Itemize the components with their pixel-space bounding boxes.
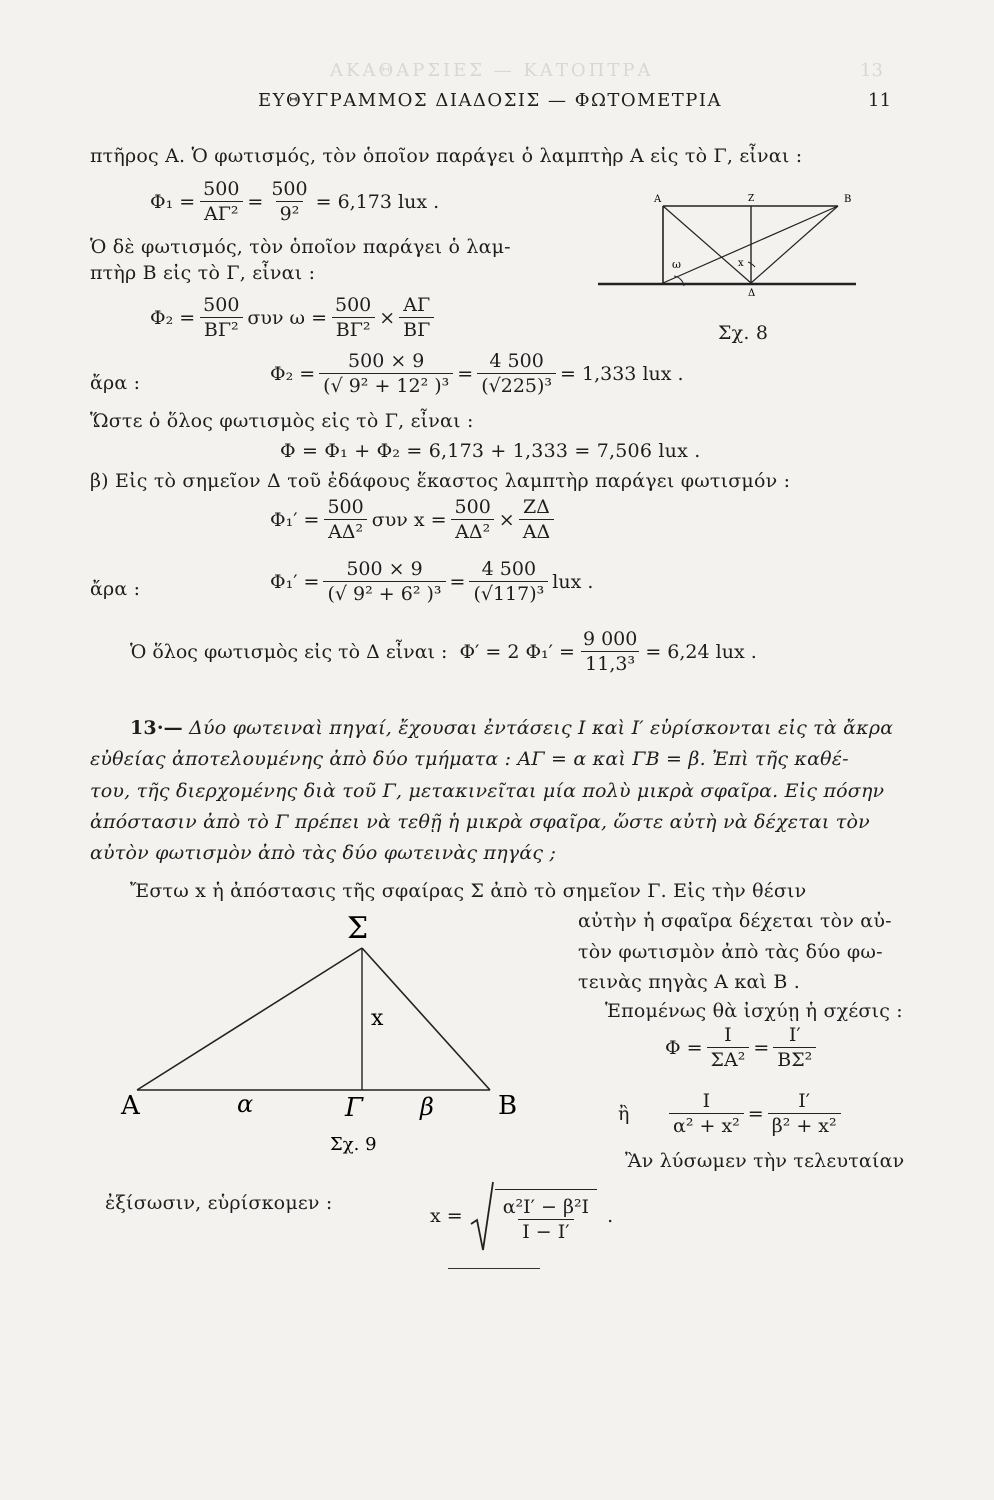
- problem-13-line5: αὐτὸν φωτισμὸν ἀπὸ τὰς δύο φωτεινὰς πηγάς ;: [90, 842, 557, 864]
- equation-phi1: [150, 178, 439, 225]
- numerator: 500: [327, 496, 364, 518]
- numerator: Ι: [702, 1090, 711, 1112]
- denominator: ΣΑ²: [707, 1047, 750, 1071]
- point-label-delta: Δ: [748, 288, 756, 299]
- equation-total-delta: [130, 628, 757, 675]
- fraction: [773, 1024, 816, 1071]
- denominator: ΒΣ²: [773, 1047, 816, 1071]
- segment-label-x: x: [371, 1006, 384, 1031]
- denominator: α² + x²: [669, 1113, 744, 1137]
- fraction: [323, 558, 445, 605]
- fraction: [768, 1090, 841, 1137]
- text-line: τὸν φωτισμὸν ἀπὸ τὰς δύο φω-: [578, 941, 883, 963]
- eq-lhs: Φ₂ =: [270, 362, 316, 385]
- text-line: Ἂν λύσωμεν τὴν τελευταίαν: [625, 1150, 905, 1172]
- radical-sign: [469, 1180, 495, 1252]
- denominator: ΒΓ: [399, 317, 434, 341]
- fraction: [469, 558, 548, 605]
- ghost-header-text: ΑΚΑΘΑΡΣΙΕΣ — ΚΑΤΟΠΤΡΑ: [330, 60, 654, 81]
- point-label-a: A: [121, 1091, 140, 1121]
- equation-balance: [665, 1090, 845, 1137]
- text-line: Ὁ δὲ φωτισμός, τὸν ὁποῖον παράγει ὁ λαμ-: [90, 236, 511, 258]
- equals: =: [247, 190, 264, 213]
- text-line: πτῆρος Α. Ὁ φωτισμός, τὸν ὁποῖον παράγει ὁ λαμπτὴρ Α εἰς τὸ Γ, εἶναι :: [90, 145, 803, 167]
- denominator: (√225)³: [477, 373, 556, 397]
- equation-phi1-prime: [270, 496, 558, 543]
- eta-connector: ἢ: [618, 1103, 630, 1125]
- ara-label: ἄρα :: [90, 372, 141, 394]
- numerator: 500: [203, 178, 240, 200]
- equation-phi2-result: [270, 350, 684, 397]
- fraction: [267, 178, 311, 225]
- numerator: 500: [203, 294, 240, 316]
- numerator: Ι: [724, 1024, 732, 1046]
- point-label-a: A: [654, 194, 662, 205]
- text-line: Ἑπομένως θὰ ἰσχύῃ ἡ σχέσις :: [605, 1000, 903, 1022]
- equals: =: [753, 1036, 770, 1059]
- numerator: 500: [334, 294, 372, 316]
- equals: =: [747, 1102, 764, 1125]
- denominator: ΑΓ²: [200, 201, 243, 225]
- problem-13-line4: ἀπόστασιν ἀπὸ τὸ Γ πρέπει νὰ τεθῇ ἡ μικρὰ σφαῖρα, ὥστε αὐτὴ νὰ δέχεται τὸν: [90, 811, 870, 833]
- text-line: τεινὰς πηγὰς Α καὶ Β .: [578, 971, 801, 993]
- point-label-sigma: Σ: [347, 911, 369, 946]
- eq-result: = 1,333 lux .: [560, 362, 684, 385]
- equation-total-phi: Φ = Φ₁ + Φ₂ = 6,173 + 1,333 = 7,506 lux .: [280, 440, 701, 462]
- angle-label-omega: ω: [672, 258, 681, 271]
- figure-9-caption: Σχ. 9: [330, 1134, 377, 1155]
- eq-lhs: Φ₁′ =: [270, 570, 320, 593]
- denominator: ΑΔ²: [451, 519, 494, 543]
- fraction: [519, 496, 554, 543]
- numerator: α²Ι′ − β²Ι: [502, 1196, 590, 1218]
- point-label-z: Z: [748, 194, 755, 204]
- times-sign: ×: [498, 508, 515, 531]
- fraction: [579, 628, 641, 675]
- figure-8-diagram: [598, 188, 858, 300]
- eq-lhs: Φ′ = 2 Φ₁′ =: [459, 640, 575, 663]
- equation-phi-sphere: [665, 1024, 820, 1071]
- eq-lhs: x =: [430, 1205, 463, 1227]
- numerator: 9 000: [582, 628, 638, 650]
- eq-middle: συν ω =: [247, 306, 327, 329]
- denominator: ΒΓ²: [200, 317, 243, 341]
- equals: =: [449, 570, 466, 593]
- fraction: [499, 1196, 593, 1243]
- point-label-gamma: Γ: [345, 1093, 364, 1123]
- equation-x-solution: [430, 1180, 613, 1252]
- problem-13-line1: [130, 717, 893, 739]
- fraction: [199, 294, 243, 341]
- denominator: 11,3³: [581, 651, 639, 675]
- eq-lhs: Φ₁ =: [150, 190, 196, 213]
- period: .: [607, 1205, 614, 1227]
- page-number: 11: [868, 90, 892, 111]
- numerator: 500: [271, 178, 308, 200]
- eq-unit: lux .: [552, 570, 594, 593]
- denominator: Ι − Ι′: [518, 1219, 573, 1243]
- fraction: [707, 1024, 750, 1071]
- figure-9-diagram: [115, 910, 555, 1160]
- denominator: 9²: [276, 201, 304, 225]
- point-label-b: B: [844, 194, 852, 205]
- numerator: Ι′: [788, 1024, 801, 1046]
- denominator: ΑΔ: [519, 519, 554, 543]
- text-line: πτὴρ Β εἰς τὸ Γ, εἶναι :: [90, 262, 316, 284]
- problem-number: 13·—: [130, 717, 183, 739]
- problem-13-line3: του, τῆς διερχομένης διὰ τοῦ Γ, μετακινεῖται μία πολὺ μικρὰ σφαῖρα. Εἰς πόσην: [90, 780, 885, 802]
- radicand: [495, 1189, 597, 1243]
- numerator: ΑΓ: [403, 294, 431, 316]
- times-sign: ×: [379, 306, 396, 329]
- running-header-title: ΕΥΘΥΓΡΑΜΜΟΣ ΔΙΑΔΟΣΙΣ — ΦΩΤΟΜΕΤΡΙΑ: [258, 90, 722, 111]
- denominator: ΒΓ²: [332, 317, 375, 341]
- ara-label: ἄρα :: [90, 578, 141, 600]
- equation-phi1-prime-result: [270, 558, 593, 605]
- numerator: 4 500: [489, 350, 544, 372]
- eq-lhs: Φ =: [665, 1036, 703, 1059]
- denominator: (√ 9² + 6² )³: [323, 581, 445, 605]
- angle-label-x: x: [738, 258, 744, 269]
- denominator: (√117)³: [469, 581, 548, 605]
- fraction: [323, 496, 367, 543]
- denominator: ΑΔ²: [324, 519, 367, 543]
- problem-13-line2: εὐθείας ἀποτελουμένης ἀπὸ δύο τμήματα : ΑΓ = α καὶ ΓΒ = β. Ἐπὶ τῆς καθέ-: [90, 748, 849, 770]
- numerator: 500 × 9: [346, 558, 423, 580]
- numerator: 500: [454, 496, 491, 518]
- eq-lhs: Φ₁′ =: [270, 508, 320, 531]
- figure-8-caption: Σχ. 8: [718, 322, 769, 344]
- ghost-page-number: 13: [860, 60, 883, 81]
- problem-text: Δύο φωτειναὶ πηγαί, ἔχουσαι ἐντάσεις Ι καὶ Ι′ εὑρίσκονται εἰς τὰ ἄκρα: [189, 717, 894, 739]
- section-divider: [448, 1268, 540, 1269]
- fraction: [319, 350, 453, 397]
- text-line: αὐτὴν ἡ σφαῖρα δέχεται τὸν αὐ-: [578, 910, 892, 932]
- text-line: Ὥστε ὁ ὅλος φωτισμὸς εἰς τὸ Γ, εἶναι :: [90, 410, 474, 432]
- equation-phi2: [150, 294, 438, 341]
- fraction: [477, 350, 556, 397]
- fraction: [669, 1090, 744, 1137]
- fraction: [199, 178, 243, 225]
- equals: =: [457, 362, 474, 385]
- eq-result: = 6,24 lux .: [645, 640, 757, 663]
- point-label-b: B: [498, 1091, 518, 1121]
- segment-label-beta: β: [420, 1093, 434, 1121]
- fraction: [399, 294, 434, 341]
- numerator: 500 × 9: [348, 350, 425, 372]
- denominator: (√ 9² + 12² )³: [319, 373, 453, 397]
- denominator: β² + x²: [768, 1113, 841, 1137]
- segment-label-alpha: α: [237, 1090, 254, 1118]
- fraction: [331, 294, 375, 341]
- eq-text: Ὁ ὅλος φωτισμὸς εἰς τὸ Δ εἶναι :: [130, 640, 448, 663]
- numerator: 4 500: [481, 558, 537, 580]
- eq-middle: συν x =: [371, 508, 447, 531]
- text-line: β) Εἰς τὸ σημεῖον Δ τοῦ ἐδάφους ἕκαστος λαμπτὴρ παράγει φωτισμόν :: [90, 470, 791, 492]
- numerator: ΖΔ: [522, 496, 550, 518]
- eq-lhs: Φ₂ =: [150, 306, 196, 329]
- numerator: Ι′: [798, 1090, 811, 1112]
- text-line: ἐξίσωσιν, εὑρίσκομεν :: [105, 1192, 333, 1214]
- fraction: [451, 496, 495, 543]
- eq-result: = 6,173 lux .: [315, 190, 440, 213]
- text-line: Ἔστω x ἡ ἀπόστασις τῆς σφαίρας Σ ἀπὸ τὸ σημεῖον Γ. Εἰς τὴν θέσιν: [130, 880, 807, 902]
